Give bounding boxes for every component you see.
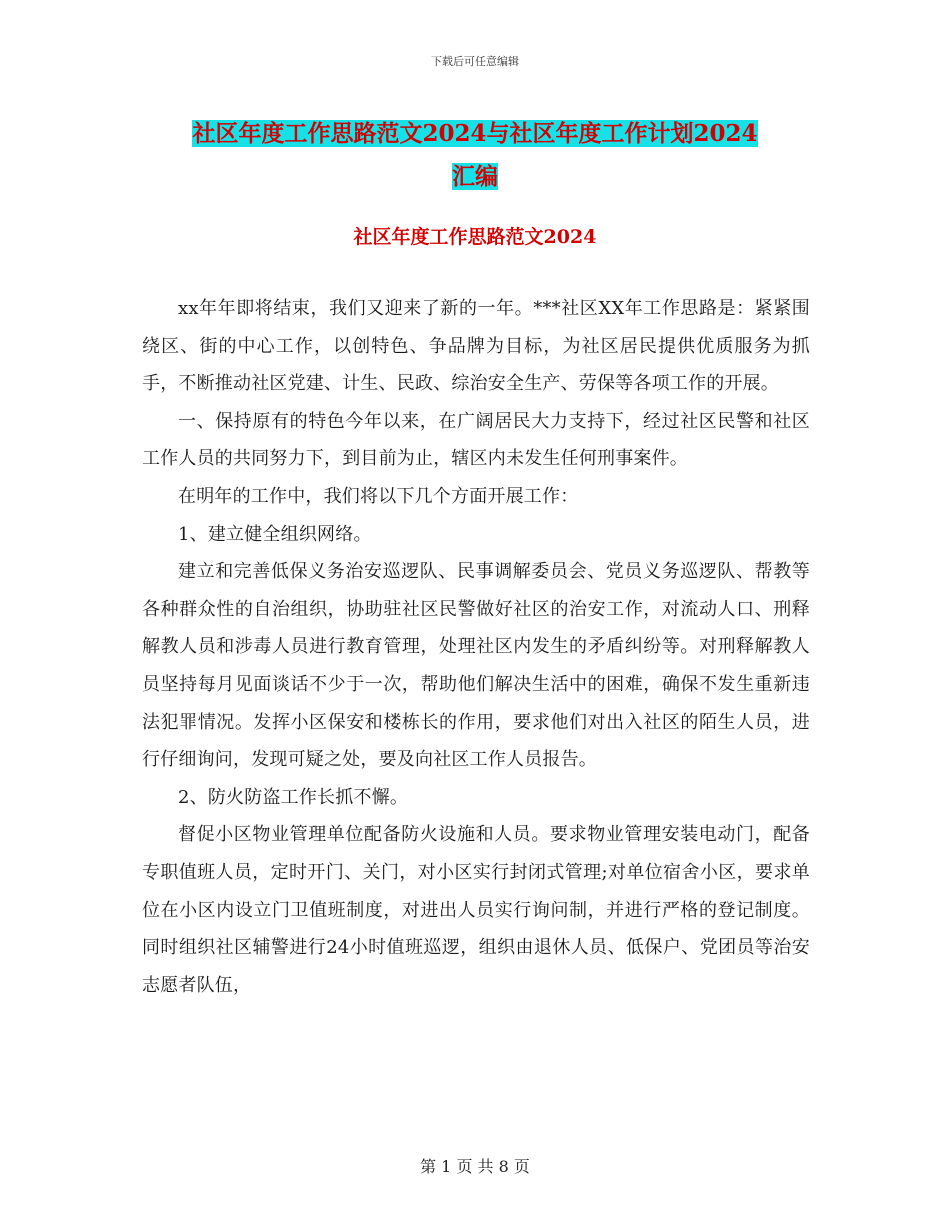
paragraph: 1、建立健全组织网络。 — [178, 523, 372, 545]
document-title-line2: 汇编 — [452, 163, 498, 190]
page-number: 第 1 页 共 8 页 — [420, 1157, 530, 1176]
paragraph: 2、防火防盗工作长抓不懈。 — [178, 786, 409, 808]
document-title-line1: 社区年度工作思路范文2024与社区年度工作计划2024 — [192, 120, 758, 147]
document-body — [142, 290, 810, 1004]
document-title — [140, 112, 810, 198]
page-header-note: 下载后可任意编辑 — [431, 55, 519, 68]
paragraph: 建立和完善低保义务治安巡逻队、民事调解委员会、党员义务巡逻队、帮教等各种群众性的自治组织，协助驻社区民警做好社区的治安工作，对流动人口、刑释解教人员和涉毒人员进行教育管理，处理社区内发生的矛盾纠纷等。对刑释解教人员坚持每月见面谈话不少于一次，帮助他们解决生活中的困难，确保不发生重新违法犯罪情况。发挥小区保安和楼栋长的作用，要求他们对出入社区的陌生人员，进行仔细询问，发现可疑之处，要及向社区工作人员报告。 — [142, 561, 810, 771]
paragraph: 一、保持原有的特色今年以来，在广阔居民大力支持下，经过社区民警和社区工作人员的共同努力下，到目前为止，辖区内未发生任何刑事案件。 — [142, 410, 810, 470]
section-title: 社区年度工作思路范文2024 — [353, 226, 597, 248]
paragraph: 在明年的工作中，我们将以下几个方面开展工作： — [178, 485, 579, 507]
paragraph: 督促小区物业管理单位配备防火设施和人员。要求物业管理安装电动门，配备专职值班人员，定时开门、关门，对小区实行封闭式管理;对单位宿舍小区，要求单位在小区内设立门卫值班制度，对进出人员实行询问制，并进行严格的登记制度。同时组织社区辅警进行24小时值班巡逻，组织由退休人员、低保户、党团员等治安志愿者队伍， — [142, 824, 810, 996]
paragraph: xx年年即将结束，我们又迎来了新的一年。***社区XX年工作思路是：紧紧围绕区、街的中心工作，以创特色、争品牌为目标，为社区居民提供优质服务为抓手，不断推动社区党建、计生、民政、综治安全生产、劳保等各项工作的开展。 — [142, 298, 810, 395]
